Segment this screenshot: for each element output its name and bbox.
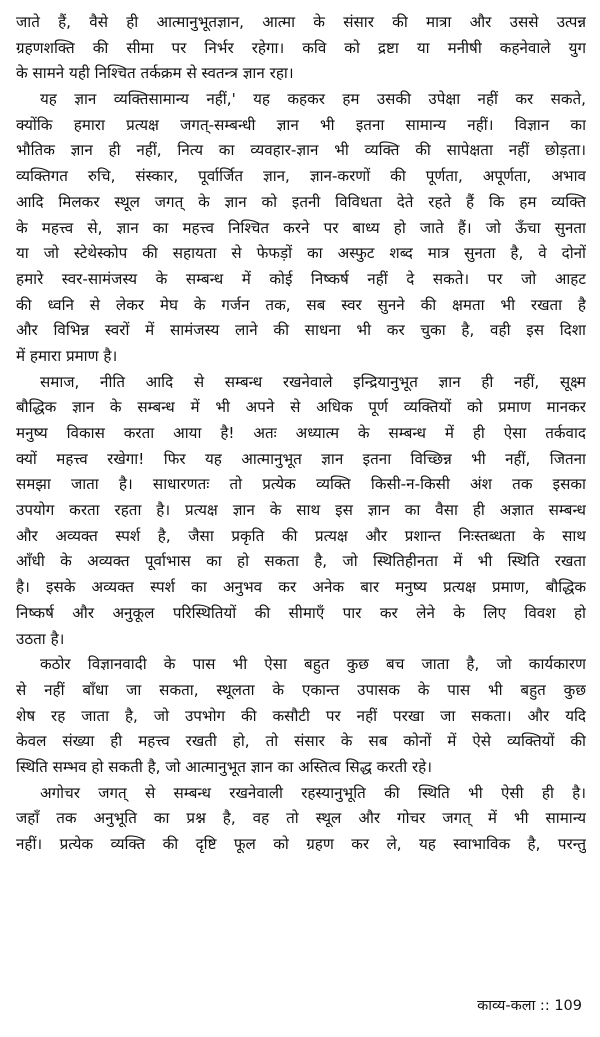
text-line: समाज, नीति आदि से सम्बन्ध रखनेवाले इन्द्रियानुभूत ज्ञान ही नहीं, सूक्ष्म xyxy=(40,372,586,391)
text-line: जहाँ तक अनुभूति का प्रश्न है, वह तो स्थूल और गोचर जगत् में भी सामान्य xyxy=(16,809,586,828)
text-line: हमारे स्वर-सामंजस्य के सम्बन्ध में कोई निष्कर्ष नहीं दे सकते। पर जो आहट xyxy=(16,269,586,288)
text-line: उठता है। xyxy=(16,629,65,648)
text-line: आदि मिलकर स्थूल जगत् के ज्ञान को इतनी विविधता देते रहते हैं कि हम व्यक्ति xyxy=(16,192,586,211)
paragraph-4 xyxy=(16,652,586,780)
text-line: समझा जाता है। साधारणतः तो प्रत्येक व्यक्ति किसी-न-किसी अंश तक इसका xyxy=(16,475,586,494)
page-footer xyxy=(477,995,582,1015)
text-line: जाते हैं, वैसे ही आत्मानुभूतज्ञान, आत्मा के संसार की मात्रा और उससे उत्पन्न xyxy=(16,13,586,31)
text-line: शेष रह जाता है, जो उपभोग की कसौटी पर नहीं परखा जा सकता। और यदि xyxy=(16,706,586,725)
paragraph-2 xyxy=(16,87,586,370)
paragraph-5 xyxy=(16,781,586,858)
text-line: और अव्यक्त स्पर्श है, जैसा प्रकृति की प्रत्यक्ष और प्रशान्त निःस्तब्धता के साथ xyxy=(16,526,586,545)
text-line: स्थिति सम्भव हो सकती है, जो आत्मानुभूत ज्ञान का अस्तित्व सिद्ध करती रहे। xyxy=(16,757,432,776)
text-line: आँधी के अव्यक्त पूर्वाभास का हो सकता है, जो स्थितिहीनता में भी स्थिति रखता xyxy=(16,552,586,571)
text-line: या जो स्टेथेस्कोप की सहायता से फेफड़ों का अस्फुट शब्द मात्र सुनता है, वे दोनों xyxy=(16,244,586,263)
text-line: बौद्धिक ज्ञान के सम्बन्ध में भी अपने से अधिक पूर्ण व्यक्तियों को प्रमाण मानकर xyxy=(16,398,586,417)
text-line: के सामने यही निश्चित तर्कक्रम से स्वतन्त्र ज्ञान रहा। xyxy=(16,64,294,83)
paragraph-3 xyxy=(16,370,586,653)
text-line: की ध्वनि से लेकर मेघ के गर्जन तक, सब स्वर सुनने की क्षमता भी रखता है xyxy=(16,295,586,314)
text-line: व्यक्तिगत रुचि, संस्कार, पूर्वार्जित ज्ञान, ज्ञान-करणों की पूर्णता, अपूर्णता, अभाव xyxy=(16,167,586,186)
text-line: कठोर विज्ञानवादी के पास भी ऐसा बहुत कुछ बच जाता है, जो कार्यकारण xyxy=(40,655,586,674)
text-line: केवल संख्या ही महत्त्व रखती हो, तो संसार के सब कोनों में ऐसे व्यक्तियों की xyxy=(16,732,586,751)
text-line: निष्कर्ष और अनुकूल परिस्थितियों की सीमाएँ पार कर लेने के लिए विवश हो xyxy=(16,603,586,622)
text-line: क्यों महत्त्व रखेगा! फिर यह आत्मानुभूत ज्ञान इतना विच्छिन्न भी नहीं, जितना xyxy=(16,449,586,468)
running-title-page-number: काव्य-कला :: 109 xyxy=(477,998,582,1014)
text-line: क्योंकि हमारा प्रत्यक्ष जगत्-सम्बन्धी ज्ञान भी इतना सामान्य नहीं। विज्ञान का xyxy=(16,115,586,134)
text-line: से नहीं बाँधा जा सकता, स्थूलता के एकान्त उपासक के पास भी बहुत कुछ xyxy=(16,680,586,699)
paragraph-1 xyxy=(16,10,586,87)
text-line: के महत्त्व से, ज्ञान का महत्त्व निश्चित करने पर बाध्य हो जाते हैं। जो ऊँचा सुनता xyxy=(16,218,586,237)
text-line: और विभिन्न स्वरों में सामंजस्य लाने की साधना भी कर चुका है, वही इस दिशा xyxy=(16,321,586,340)
text-line: अगोचर जगत् से सम्बन्ध रखनेवाली रहस्यानुभूति की स्थिति भी ऐसी ही है। xyxy=(40,783,586,802)
text-line: यह ज्ञान व्यक्तिसामान्य नहीं,' यह कहकर हम उसकी उपेक्षा नहीं कर सकते, xyxy=(40,90,586,109)
text-line: में हमारा प्रमाण है। xyxy=(16,346,118,365)
text-line: है। इसके अव्यक्त स्पर्श का अनुभव कर अनेक बार मनुष्य प्रत्यक्ष प्रमाण, बौद्धिक xyxy=(16,578,586,597)
text-line: उपयोग करता रहता है। प्रत्यक्ष ज्ञान के साथ इस ज्ञान का वैसा ही अज्ञात सम्बन्ध xyxy=(16,501,586,520)
text-line: भौतिक ज्ञान ही नहीं, नित्य का व्यवहार-ज्ञान भी व्यक्ति की सापेक्षता नहीं छोड़ता। xyxy=(16,141,586,160)
text-line: नहीं। प्रत्येक व्यक्ति की दृष्टि फूल को ग्रहण कर ले, यह स्वाभाविक है, परन्तु xyxy=(16,835,586,853)
text-line: मनुष्य विकास करता आया है! अतः अध्यात्म के सम्बन्ध में ही ऐसा तर्कवाद xyxy=(16,424,586,442)
text-line: ग्रहणशक्ति की सीमा पर निर्भर रहेगा। कवि को द्रष्टा या मनीषी कहनेवाले युग xyxy=(16,38,586,57)
